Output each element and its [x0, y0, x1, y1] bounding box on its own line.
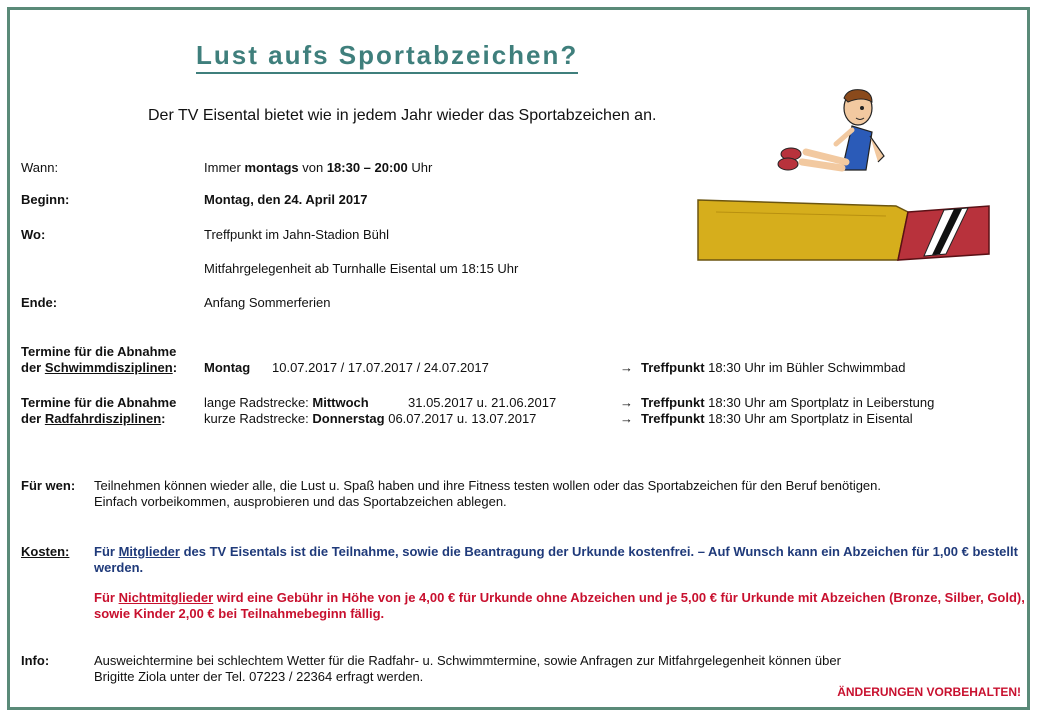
- info-line1: Ausweichtermine bei schlechtem Wetter für die Radfahr- u. Schwimmtermine, sowie Anfragen zur Mitfahrgelegenheit können über: [94, 653, 841, 668]
- rad-short-label: kurze Radstrecke: Donnerstag 06.07.2017 u. 13.07.2017: [204, 411, 537, 426]
- info-label: Info:: [21, 653, 50, 668]
- arrow-right-icon: →: [620, 360, 633, 375]
- rad-label-line2: der Radfahrdisziplinen:: [21, 411, 166, 426]
- disclaimer: ÄNDERUNGEN VORBEHALTEN!: [837, 685, 1021, 699]
- kosten-nonmembers: Für Nichtmitglieder wird eine Gebühr in Höhe von je 4,00 € für Urkunde ohne Abzeichen und je 5,00 € für Urkunde mit Abzeichen (Bronze, Silber, Gold), sowie Kinder 2,00 € bei Teilnahmebeginn fällig.: [94, 590, 1025, 621]
- rad-long-dates: 31.05.2017 u. 21.06.2017: [408, 395, 557, 410]
- arrow-right-icon: →: [620, 411, 633, 426]
- schwimm-meeting-point: → Treffpunkt 18:30 Uhr im Bühler Schwimmbad: [620, 360, 906, 375]
- rad-short-meeting-point: → Treffpunkt 18:30 Uhr am Sportplatz in Eisental: [620, 411, 913, 426]
- beginn-value: Montag, den 24. April 2017: [204, 192, 368, 207]
- beginn-label: Beginn:: [21, 192, 70, 207]
- rad-long-meeting-point: → Treffpunkt 18:30 Uhr am Sportplatz in Leiberstung: [620, 395, 935, 410]
- page-title: Lust aufs Sportabzeichen?: [196, 40, 578, 74]
- rad-label-line1: Termine für die Abnahme: [21, 395, 177, 410]
- kosten-label: Kosten:: [21, 544, 70, 559]
- sand-pit: [698, 200, 908, 260]
- schwimm-label-line1: Termine für die Abnahme: [21, 344, 177, 359]
- page-subtitle: Der TV Eisental bietet wie in jedem Jahr wieder das Sportabzeichen an.: [148, 107, 657, 124]
- long-jumper-illustration: [696, 88, 992, 264]
- rad-long-label: lange Radstrecke: Mittwoch: [204, 395, 369, 410]
- takeoff-board: [898, 206, 989, 260]
- fuer-wen-label: Für wen:: [21, 478, 76, 493]
- schwimm-label-line2: der Schwimmdisziplinen:: [21, 360, 178, 375]
- wann-value: Immer montags von 18:30 – 20:00 Uhr: [204, 160, 433, 175]
- wann-label: Wann:: [21, 160, 59, 175]
- wo-ride-share: Mitfahrgelegenheit ab Turnhalle Eisental um 18:15 Uhr: [204, 261, 519, 276]
- info-line2: Brigitte Ziola unter der Tel. 07223 / 22364 erfragt werden.: [94, 669, 424, 684]
- wo-label: Wo:: [21, 227, 46, 242]
- fuer-wen-line1: Teilnehmen können wieder alle, die Lust u. Spaß haben und ihre Fitness testen wollen oder das Sportabzeichen für den Beruf benötigen.: [94, 478, 882, 493]
- arrow-right-icon: →: [620, 395, 633, 410]
- schwimm-dates: 10.07.2017 / 17.07.2017 / 24.07.2017: [272, 360, 489, 375]
- wo-value: Treffpunkt im Jahn-Stadion Bühl: [204, 227, 389, 242]
- schwimm-day: Montag: [204, 360, 251, 375]
- athlete-figure: [778, 90, 884, 170]
- ende-value: Anfang Sommerferien: [204, 295, 331, 310]
- ende-label: Ende:: [21, 295, 58, 310]
- kosten-members: Für Mitglieder des TV Eisentals ist die Teilnahme, sowie die Beantragung der Urkunde kostenfrei. – Auf Wunsch kann ein Abzeichen für 1,00 € bestellt werden.: [94, 544, 1018, 575]
- fuer-wen-line2: Einfach vorbeikommen, ausprobieren und das Sportabzeichen ablegen.: [94, 494, 507, 509]
